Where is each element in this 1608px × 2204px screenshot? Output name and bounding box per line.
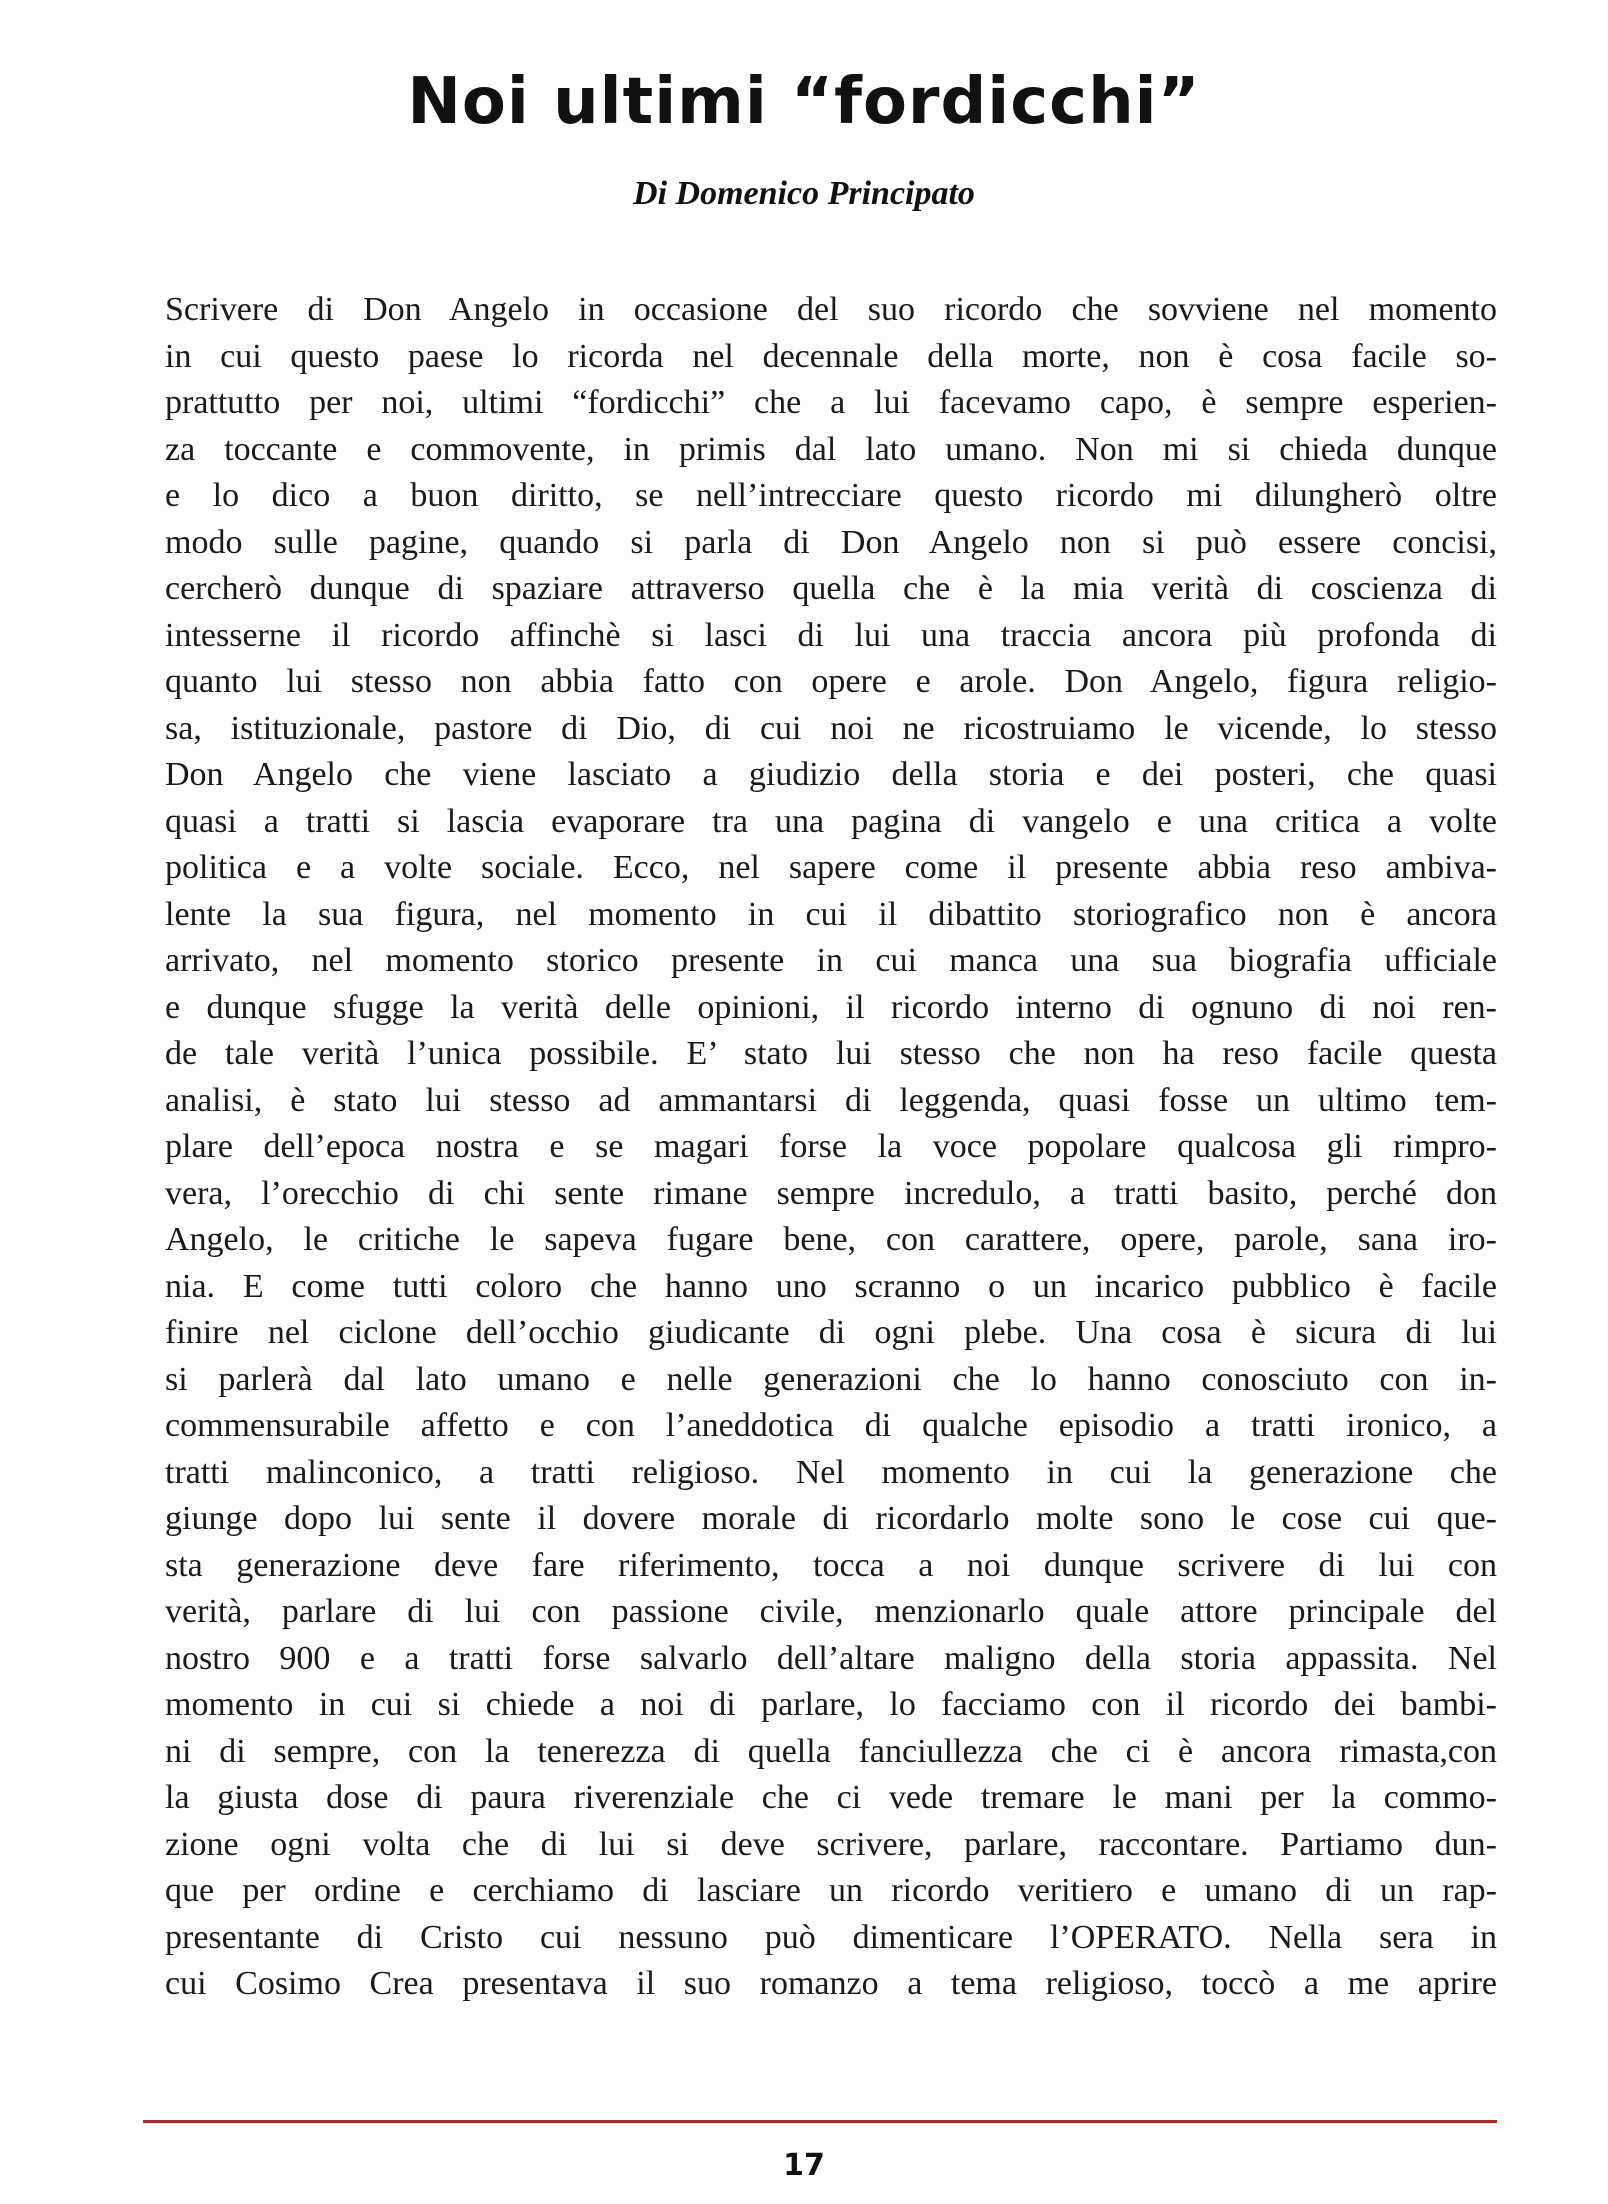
body-line: cui Cosimo Crea presentava il suo romanzo a tema religioso, toccò a me aprire: [165, 1965, 1497, 2002]
body-line: plare dell’epoca nostra e se magari forse la voce popolare qualcosa gli rimpro-: [165, 1128, 1497, 1165]
article-body: [165, 287, 1497, 2008]
body-line: modo sulle pagine, quando si parla di Don Angelo non si può essere concisi,: [165, 523, 1497, 561]
body-line: si parlerà dal lato umano e nelle generazioni che lo hanno conosciuto con in-: [165, 1360, 1497, 1398]
body-line: politica e a volte sociale. Ecco, nel sapere come il presente abbia reso ambiva-: [165, 849, 1497, 886]
body-line: e dunque sfugge la verità delle opinioni, il ricordo interno di ognuno di noi ren-: [165, 988, 1497, 1026]
body-line: la giusta dose di paura riverenziale che ci vede tremare le mani per la commo-: [165, 1779, 1497, 1816]
body-line: momento in cui si chiede a noi di parlare, lo facciamo con il ricordo dei bambi-: [165, 1686, 1497, 1723]
body-line: Angelo, le critiche le sapeva fugare bene, con carattere, opere, parole, sana iro-: [165, 1221, 1497, 1258]
body-line: de tale verità l’unica possibile. E’ stato lui stesso che non ha reso facile questa: [165, 1035, 1497, 1072]
body-line: zione ogni volta che di lui si deve scrivere, parlare, raccontare. Partiamo dun-: [165, 1825, 1497, 1863]
body-line: que per ordine e cerchiamo di lasciare un ricordo veritiero e umano di un rap-: [165, 1872, 1497, 1909]
body-line: quanto lui stesso non abbia fatto con opere e arole. Don Angelo, figura religio-: [165, 663, 1497, 700]
body-line: verità, parlare di lui con passione civile, menzionarlo quale attore principale del: [165, 1593, 1497, 1630]
body-line: za toccante e commovente, in primis dal lato umano. Non mi si chieda dunque: [165, 430, 1497, 468]
body-line: nia. E come tutti coloro che hanno uno scranno o un incarico pubblico è facile: [165, 1267, 1497, 1305]
body-line: finire nel ciclone dell’occhio giudicante di ogni plebe. Una cosa è sicura di lui: [165, 1314, 1497, 1351]
body-line: vera, l’orecchio di chi sente rimane sempre incredulo, a tratti basito, perché don: [165, 1174, 1497, 1212]
body-line: sa, istituzionale, pastore di Dio, di cui noi ne ricostruiamo le vicende, lo stesso: [165, 709, 1497, 747]
body-line: presentante di Cristo cui nessuno può dimenticare l’OPERATO. Nella sera in: [165, 1918, 1497, 1956]
body-line: e lo dico a buon diritto, se nell’intrecciare questo ricordo mi dilungherò oltre: [165, 477, 1497, 514]
body-line: tratti malinconico, a tratti religioso. Nel momento in cui la generazione che: [165, 1453, 1497, 1491]
article-title: Noi ultimi “fordicchi”: [407, 65, 1201, 139]
article-author: Di Domenico Principato: [633, 175, 975, 212]
footer-rule: [143, 2120, 1497, 2123]
body-line: in cui questo paese lo ricorda nel decennale della morte, non è cosa facile so-: [165, 337, 1497, 375]
body-line: Don Angelo che viene lasciato a giudizio della storia e dei posteri, che quasi: [165, 756, 1497, 793]
body-line: quasi a tratti si lascia evaporare tra una pagina di vangelo e una critica a volte: [165, 802, 1497, 840]
body-line: Scrivere di Don Angelo in occasione del suo ricordo che sovviene nel momento: [165, 291, 1497, 328]
body-line: intesserne il ricordo affinchè si lasci di lui una traccia ancora più profonda di: [165, 616, 1497, 654]
body-line: prattutto per noi, ultimi “fordicchi” che a lui facevamo capo, è sempre esperien-: [165, 384, 1497, 421]
body-line: giunge dopo lui sente il dovere morale di ricordarlo molte sono le cose cui que-: [165, 1500, 1497, 1537]
body-line: commensurabile affetto e con l’aneddotica di qualche episodio a tratti ironico, a: [165, 1407, 1497, 1444]
body-line: lente la sua figura, nel momento in cui il dibattito storiografico non è ancora: [165, 895, 1497, 933]
body-line: arrivato, nel momento storico presente in cui manca una sua biografia ufficiale: [165, 942, 1497, 979]
body-line: ni di sempre, con la tenerezza di quella fanciullezza che ci è ancora rimasta,con: [165, 1732, 1497, 1770]
body-line: nostro 900 e a tratti forse salvarlo dell’altare maligno della storia appassita. Nel: [165, 1639, 1497, 1677]
body-line: analisi, è stato lui stesso ad ammantarsi di leggenda, quasi fosse un ultimo tem-: [165, 1081, 1497, 1119]
body-line: cercherò dunque di spaziare attraverso quella che è la mia verità di coscienza di: [165, 570, 1497, 607]
page-number: 17: [783, 2148, 825, 2183]
body-line: sta generazione deve fare riferimento, tocca a noi dunque scrivere di lui con: [165, 1546, 1497, 1584]
